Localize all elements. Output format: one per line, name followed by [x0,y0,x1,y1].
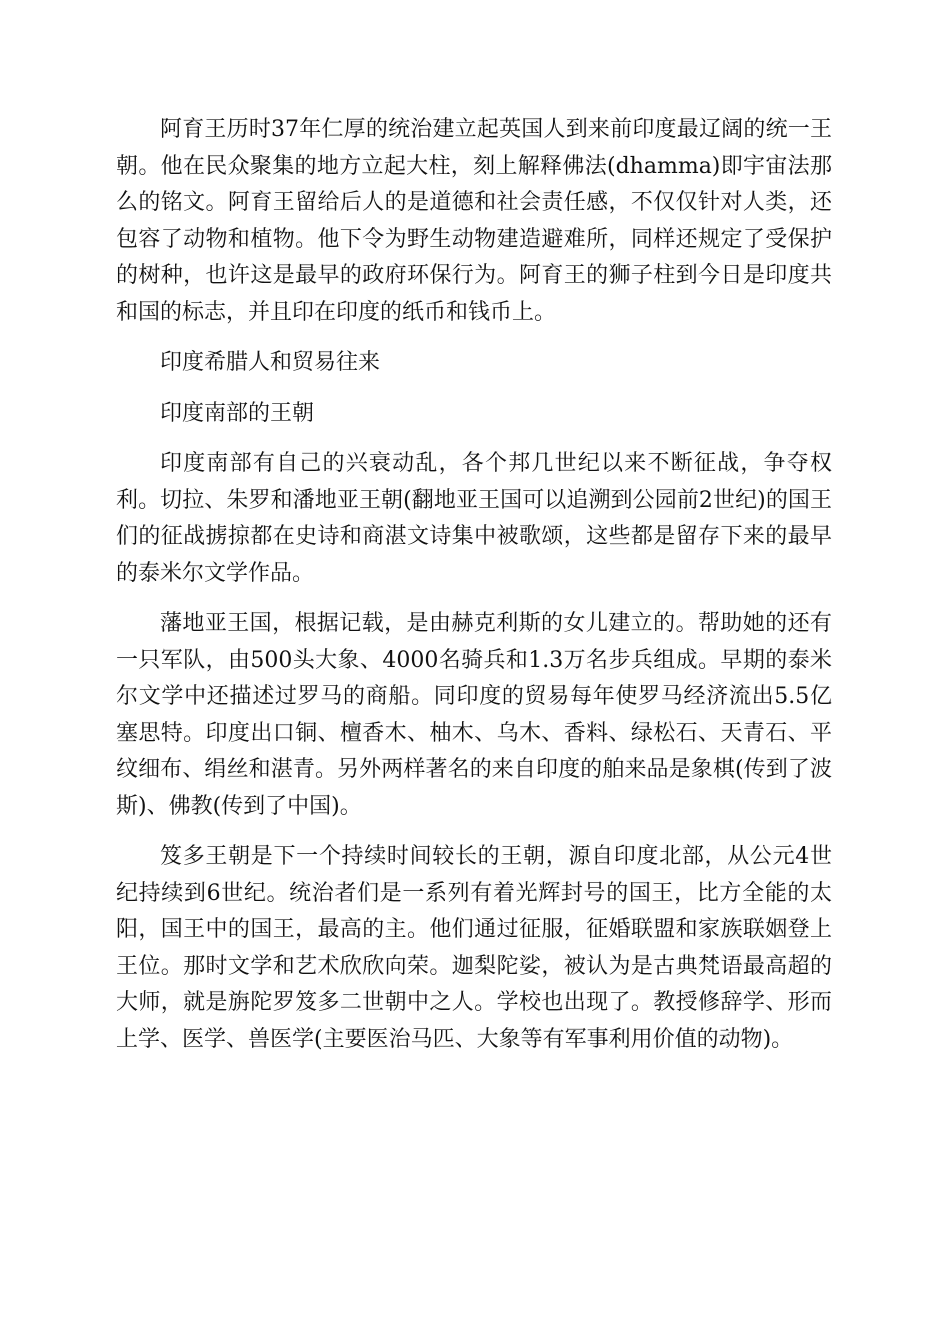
document-body [116,112,832,1072]
paragraph-southern-india: 印度南部有自己的兴衰动乱，各个邦几世纪以来不断征战，争夺权利。切拉、朱罗和潘地亚王朝(翻地亚王国可以追溯到公园前2世纪)的国王们的征战掳掠都在史诗和商湛文诗集中被歌颂，这些都是留存下来的最早的泰米尔文学作品。 [116,451,832,586]
section-heading-indo-greeks: 印度希腊人和贸易往来 [160,350,381,375]
paragraph-gupta-dynasty: 笈多王朝是下一个持续时间较长的王朝，源自印度北部，从公元4世纪持续到6世纪。统治者们是一系列有着光辉封号的国王，比方全能的太阳，国王中的国王，最高的主。他们通过征服，征婚联盟和家族联姻登上王位。那时文学和艺术欣欣向荣。迦梨陀娑，被认为是古典梵语最高超的大师，就是旃陀罗笈多二世朝中之人。学校也出现了。教授修辞学、形而上学、医学、兽医学(主要医治马匹、大象等有军事利用价值的动物)。 [116,844,832,1052]
paragraph-ashoka: 阿育王历时37年仁厚的统治建立起英国人到来前印度最辽阔的统一王朝。他在民众聚集的地方立起大柱，刻上解释佛法(dhamma)即宇宙法那么的铭文。阿育王留给后人的是道德和社会责任感，不仅仅针对人类，还包容了动物和植物。他下令为野生动物建造避难所，同样还规定了受保护的树种，也许这是最早的政府环保行为。阿育王的狮子柱到今日是印度共和国的标志，并且印在印度的纸币和钱币上。 [116,117,832,325]
section-heading-southern-dynasties: 印度南部的王朝 [160,400,315,426]
paragraph-pandya-kingdom: 藩地亚王国，根据记载，是由赫克利斯的女儿建立的。帮助她的还有一只军队，由500头大象、4000名骑兵和1.3万名步兵组成。早期的泰米尔文学中还描述过罗马的商船。同印度的贸易每年使罗马经济流出5.5亿塞思特。印度出口铜、檀香木、柚木、乌木、香料、绿松石、天青石、平纹细布、绢丝和湛青。另外两样著名的来自印度的舶来品是象棋(传到了波斯)、佛教(传到了中国)。 [116,611,833,819]
